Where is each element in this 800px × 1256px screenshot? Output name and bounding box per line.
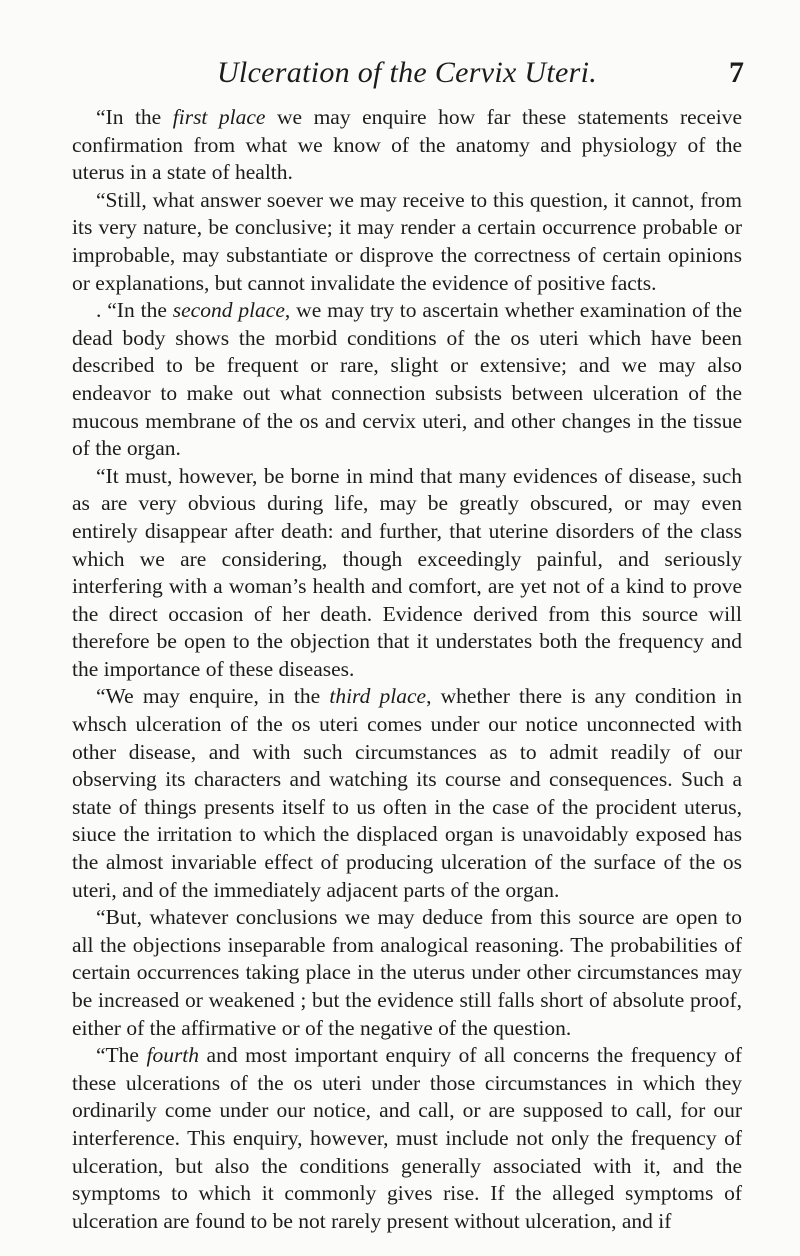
paragraph-lead: “We may enquire, in the [96,684,330,709]
paragraph-first-place [72,104,742,187]
paragraph-body: we may enquire how far these statements receive confirmation from what we know of the anatomy and physiology of the uterus in a state of health. [72,105,743,185]
emphasis-third-place: third place [329,684,427,709]
paragraph-lead: “The [96,1043,147,1068]
paragraph-body: , whether there is any condition in whsch ulceration of the os uteri comes under our notice unconnected with other disease, and with such circumstances as to admit readily of our observing its characters and watching its course and consequences. Such a state of things presents itself to us often in the case of the procident uterus, siuce the irritation to which the displaced organ is unavoidably exposed has the almost invariable effect of producing ulceration of the surface of the os uteri, and of the immediately adjacent parts of the organ. [72,684,742,902]
body-text [72,104,742,1235]
emphasis-fourth: fourth [146,1043,200,1068]
emphasis-first-place: first place [172,105,266,129]
running-head [70,56,744,96]
paragraph-but-whatever [72,904,742,1042]
paragraph-body: “It must, however, be borne in mind that many evidences of disease, such as are very obvious during life, may be greatly obscured, or may even entirely disappear after death: and further, that uterine disorders of the class which we are considering, though exceedingly painful, and seriously interfering with a woman’s health and comfort, are yet not of a kind to prove the direct occasion of her death. Evidence derived from this source will therefore be open to the objection that it understates both the frequency and the importance of these diseases. [72,463,742,681]
paragraph-second-place [72,297,742,463]
paragraph-fourth [72,1042,742,1235]
page-number: 7 [729,56,744,89]
paragraph-still [72,187,742,297]
paragraph-lead: . “In the [96,298,173,323]
paragraph-body: and most important enquiry of all concerns the frequency of these ulcerations of the os uteri under those circumstances in which they ordinarily come under our notice, and call, or are supposed to call, for our interference. This enquiry, however, must include not only the frequency of ulceration, but also the conditions generally associated with it, and the symptoms to which it commonly gives rise. If the alleged symptoms of ulceration are found to be not rarely present without ulceration, and if [72,1043,743,1233]
paragraph-it-must [72,463,742,684]
paragraph-lead: “In the [96,105,173,129]
paragraph-body: “Still, what answer soever we may receive to this question, it cannot, from its very nature, be conclusive; it may render a certain occurrence probable or improbable, may substantiate or disprove the correctness of certain opinions or explanations, but cannot invalidate the evidence of positive facts. [72,187,742,295]
paragraph-body: “But, whatever conclusions we may deduce from this source are open to all the objections inseparable from analogical reasoning. The probabilities of certain occurrences taking place in the uterus under other circumstances may be increased or weakened ; but the evidence still falls short of absolute proof, either of the affirmative or of the negative of the question. [72,905,742,1040]
paragraph-body: , we may try to ascertain whether examination of the dead body shows the morbid conditions of the os uteri which have been described to be frequent or rare, slight or extensive; and we may also endeavor to make out what connection subsists between ulceration of the mucous membrane of the os and cervix uteri, and other changes in the tissue of the organ. [72,298,743,461]
running-title: Ulceration of the Cervix Uteri. [216,56,598,89]
emphasis-second-place: second place [172,298,285,323]
paragraph-third-place [72,683,742,904]
